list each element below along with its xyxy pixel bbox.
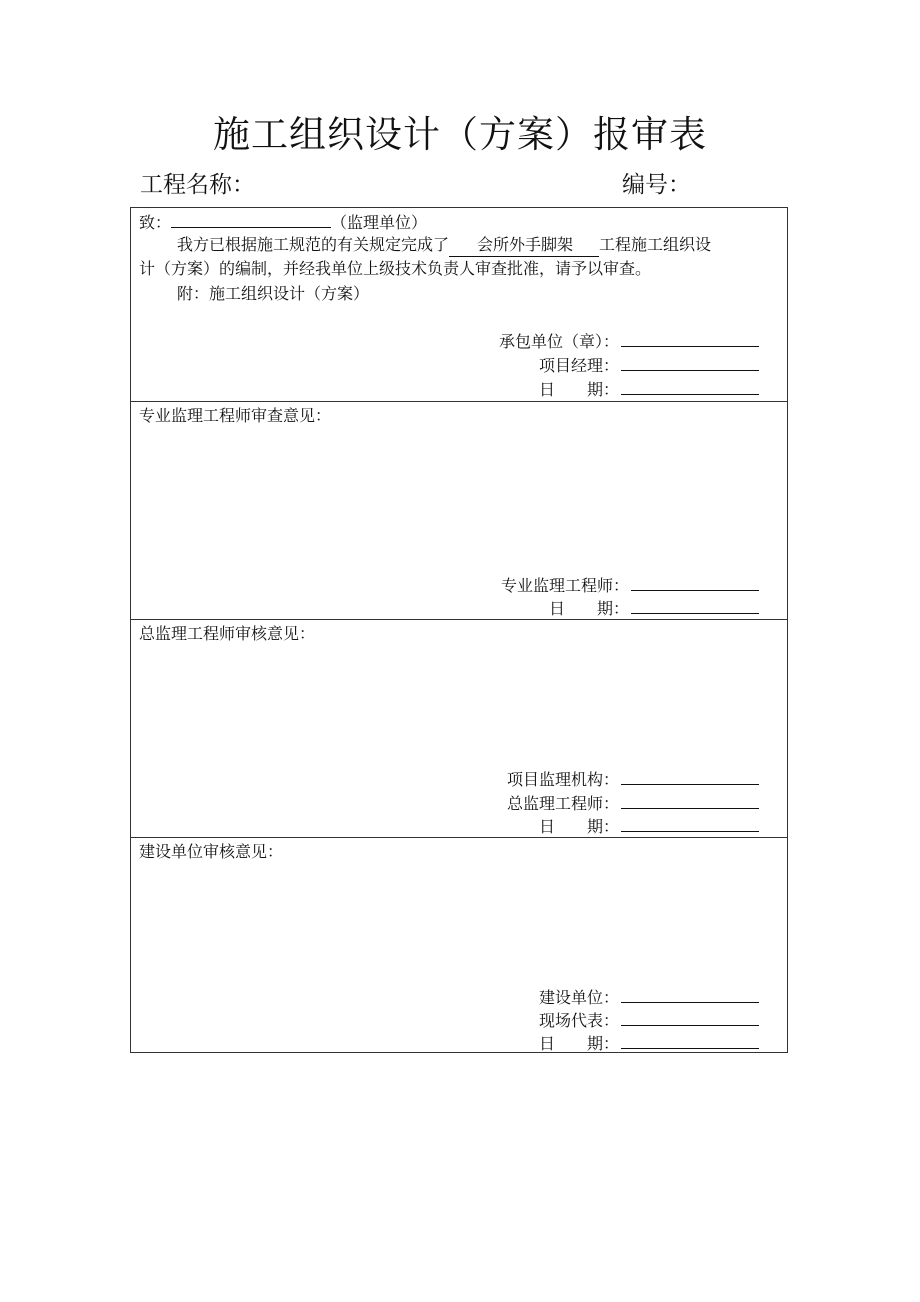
pm-label: 项目经理： <box>538 356 619 375</box>
project-name-label: 工程名称： <box>140 172 255 198</box>
date-label: 日 期： <box>538 817 619 836</box>
chief-review-section <box>131 620 787 838</box>
submission-section <box>131 208 787 402</box>
contractor-signature-row <box>499 330 759 353</box>
statement-line-1 <box>177 234 711 257</box>
date-blank[interactable] <box>631 597 759 614</box>
engineer-signature-row <box>501 574 759 597</box>
date-blank[interactable] <box>621 815 759 832</box>
site-rep-label: 现场代表： <box>538 1011 619 1030</box>
document-title: 施工组织设计（方案）报审表 <box>213 113 707 156</box>
engineer-blank[interactable] <box>631 574 759 591</box>
review-form-table <box>130 207 788 1053</box>
date-blank[interactable] <box>621 1032 759 1049</box>
chief-label: 总监理工程师： <box>506 794 619 813</box>
date-row-1 <box>539 378 759 401</box>
engineer-review-heading: 专业监理工程师审查意见： <box>139 406 332 425</box>
pm-signature-row <box>539 354 759 377</box>
attachment-line: 附：施工组织设计（方案） <box>177 284 370 303</box>
site-rep-signature-row <box>539 1009 759 1032</box>
date-label: 日 期： <box>538 380 619 399</box>
org-blank[interactable] <box>621 768 759 785</box>
supervision-unit-blank[interactable] <box>171 211 331 228</box>
statement-prefix: 我方已根据施工规范的有关规定完成了 <box>177 235 450 254</box>
date-row-4 <box>539 1032 759 1055</box>
to-label: 致： <box>139 213 172 232</box>
engineer-review-section <box>131 402 787 620</box>
owner-review-section <box>131 838 787 1053</box>
owner-unit-signature-row <box>539 986 759 1009</box>
contractor-blank[interactable] <box>621 330 759 347</box>
owner-unit-blank[interactable] <box>621 986 759 1003</box>
org-label: 项目监理机构： <box>506 770 619 789</box>
engineer-label: 专业监理工程师： <box>500 576 629 595</box>
date-label: 日 期： <box>548 599 629 618</box>
chief-review-heading: 总监理工程师审核意见： <box>139 624 316 643</box>
owner-unit-label: 建设单位： <box>538 988 619 1007</box>
site-rep-blank[interactable] <box>621 1009 759 1026</box>
chief-signature-row <box>507 792 759 815</box>
to-line <box>139 211 427 234</box>
date-label: 日 期： <box>538 1034 619 1053</box>
statement-suffix: 工程施工组织设 <box>599 235 712 254</box>
number-label: 编号： <box>622 172 691 198</box>
supervision-unit-label: （监理单位） <box>331 213 428 232</box>
contractor-label: 承包单位（章）： <box>498 332 619 351</box>
pm-blank[interactable] <box>621 354 759 371</box>
date-row-3 <box>539 815 759 838</box>
project-value: 会所外手脚架 <box>449 234 599 257</box>
date-blank[interactable] <box>621 378 759 395</box>
org-signature-row <box>507 768 759 791</box>
owner-review-heading: 建设单位审核意见： <box>139 842 284 861</box>
chief-blank[interactable] <box>621 792 759 809</box>
statement-line-2: 计（方案）的编制，并经我单位上级技术负责人审查批准，请予以审查。 <box>139 259 652 278</box>
date-row-2 <box>549 597 759 620</box>
